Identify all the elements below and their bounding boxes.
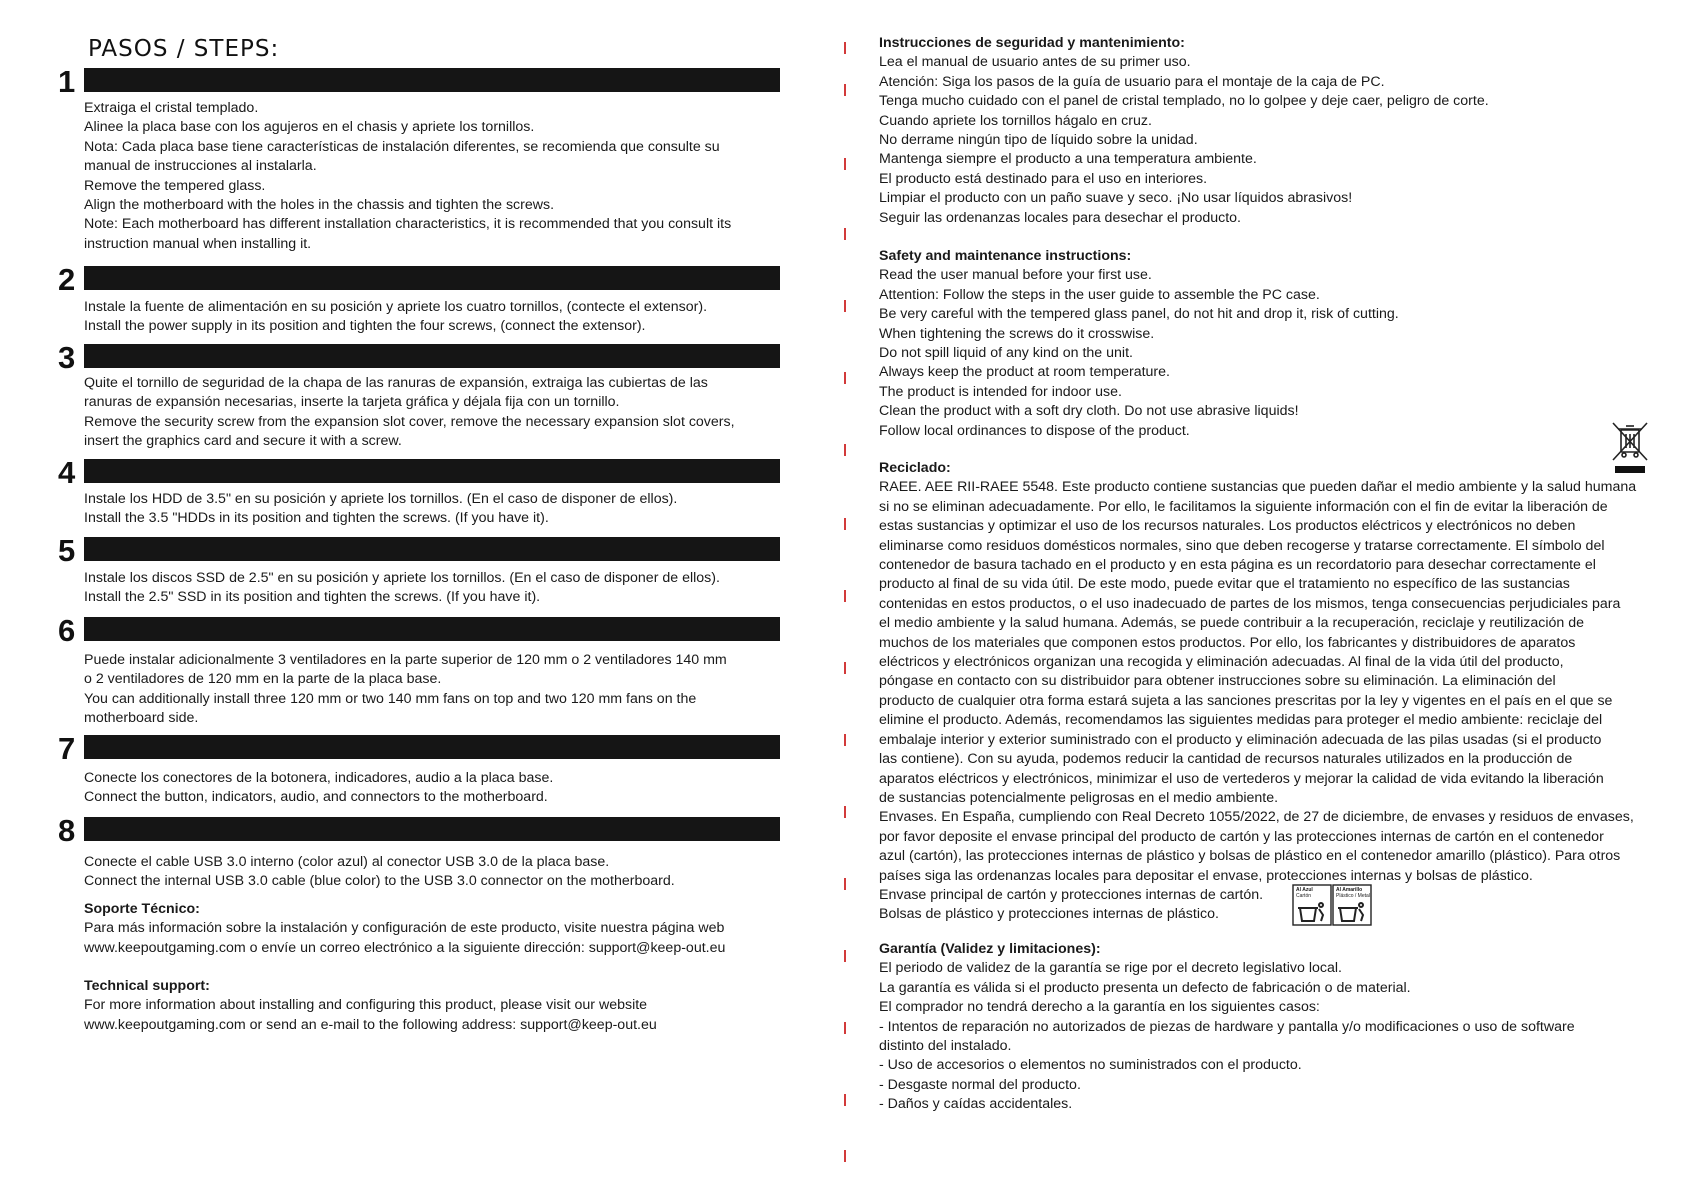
text-line: - Daños y caídas accidentales. xyxy=(879,1096,1073,1113)
text-line: contenedor de basura tachado en el producto y en esta página es un recordatorio para desechar correctamente el xyxy=(879,557,1596,574)
fold-line-dash xyxy=(844,878,846,890)
text-line: Follow local ordinances to dispose of the product. xyxy=(879,422,1190,439)
text-line: insert the graphics card and secure it with a screw. xyxy=(84,433,402,450)
bin-label: Al Amarillo xyxy=(1336,887,1363,893)
text-line: ranuras de expansión necesarias, inserte la tarjeta gráfica y déjala fija con un tornillo. xyxy=(84,394,620,411)
step-4-text xyxy=(84,490,784,529)
text-line: - Intentos de reparación no autorizados de piezas de hardware y pantalla y/o modificaciones o uso de software xyxy=(879,1018,1575,1035)
step-number: 8 xyxy=(58,813,76,848)
text-line: Bolsas de plástico y protecciones internas de plástico. xyxy=(879,906,1219,923)
fold-line-dash xyxy=(844,158,846,170)
fold-line-dash xyxy=(844,228,846,240)
support-en-heading: Technical support: xyxy=(84,978,210,994)
fold-line-dash xyxy=(844,444,846,456)
text-line: producto al final de su vida útil. De este modo, puede evitar que el tratamiento no específico de las sustancias xyxy=(879,576,1570,593)
text-line: estas sustancias y optimizar el uso de los recursos naturales. Los productos eléctricos y electrónicos no deben xyxy=(879,518,1576,535)
text-line: Note: Each motherboard has different installation characteristics, it is recommended that you consult its xyxy=(84,216,732,233)
text-line: El producto está destinado para el uso en interiores. xyxy=(879,170,1208,187)
fold-line-dash xyxy=(844,300,846,312)
text-line: Instale la fuente de alimentación en su posición y apriete los cuatro tornillos, (contecte el extensor). xyxy=(84,299,708,315)
step-1-text xyxy=(84,99,784,254)
step-bar xyxy=(84,617,780,641)
text-line: eléctricos y electrónicos organizan una recogida y eliminación adecuadas. Al final de la vida útil del producto, xyxy=(879,654,1564,671)
text-line: Install the power supply in its position and tighten the four screws, (connect the extensor). xyxy=(84,318,646,335)
text-line: eliminarse como residuos domésticos normales, sino que deben recogerse y tratarse correctamente. El símbolo del xyxy=(879,537,1605,554)
text-line: Extraiga el cristal templado. xyxy=(84,100,259,116)
safety-en-section xyxy=(879,247,1659,441)
text-line: instruction manual when installing it. xyxy=(84,235,312,252)
step-number: 5 xyxy=(58,533,76,568)
text-line: Lea el manual de usuario antes de su primer uso. xyxy=(879,54,1191,71)
safety-es-heading: Instrucciones de seguridad y mantenimiento: xyxy=(879,35,1185,51)
text-line: RAEE. AEE RII-RAEE 5548. Este producto contiene sustancias que pueden dañar el medio ambiente y la salud humana xyxy=(879,479,1637,496)
text-line: motherboard side. xyxy=(84,710,199,727)
text-line: Tenga mucho cuidado con el panel de cristal templado, no lo golpee y deje caer, peligro de corte. xyxy=(879,93,1489,110)
step-bar xyxy=(84,344,780,368)
fold-line-dash xyxy=(844,662,846,674)
step-6-text xyxy=(84,651,784,729)
text-line: azul (cartón), las protecciones internas de plástico y bolsas de plástico en el contenedor amarillo (plástico). Para otros xyxy=(879,848,1621,865)
crossed-out-bin-icon xyxy=(1610,420,1650,476)
text-line: Atención: Siga los pasos de la guía de usuario para el montaje de la caja de PC. xyxy=(879,73,1385,90)
warranty-heading: Garantía (Validez y limitaciones): xyxy=(879,941,1101,957)
safety-en-heading: Safety and maintenance instructions: xyxy=(879,248,1132,264)
fold-line-dash xyxy=(844,1150,846,1162)
step-bar xyxy=(84,68,780,92)
fold-line-dash xyxy=(844,1022,846,1034)
text-line: aparatos eléctricos y electrónicos, minimizar el uso de vertederos y mejorar la calidad de vida evitando la liberación xyxy=(879,770,1604,787)
text-line: de sustancias potencialmente peligrosas en el medio ambiente. xyxy=(879,789,1279,806)
text-line: manual de instrucciones al instalarla. xyxy=(84,158,317,175)
fold-line-dash xyxy=(844,590,846,602)
text-line: Install the 3.5 "HDDs in its position and tighten the screws. (If you have it). xyxy=(84,510,549,527)
text-line: Do not spill liquid of any kind on the unit. xyxy=(879,345,1133,362)
text-line: Para más información sobre la instalación y configuración de este producto, visite nuestra página web xyxy=(84,920,725,937)
step-3-text xyxy=(84,374,784,452)
text-line: - Desgaste normal del producto. xyxy=(879,1076,1081,1093)
text-line: El comprador no tendrá derecho a la garantía en los siguientes casos: xyxy=(879,999,1320,1016)
text-line: Remove the security screw from the expansion slot cover, remove the necessary expansion slot covers, xyxy=(84,413,735,430)
text-line: Attention: Follow the steps in the user guide to assemble the PC case. xyxy=(879,286,1320,303)
step-number: 3 xyxy=(58,340,76,375)
text-line: contenidas en estos productos, o el uso inadecuado de partes de los mismos, tenga consecuencias perjudiciales para xyxy=(879,595,1621,612)
text-line: el medio ambiente y la salud humana. Además, se puede contribuir a la recuperación, reciclaje y reutilización de xyxy=(879,615,1585,632)
text-line: For more information about installing and configuring this product, please visit our website xyxy=(84,997,648,1014)
text-line: Align the motherboard with the holes in the chassis and tighten the screws. xyxy=(84,197,555,214)
step-bar xyxy=(84,817,780,841)
bin-label: Cartón xyxy=(1296,893,1312,899)
text-line: Conecte los conectores de la botonera, indicadores, audio a la placa base. xyxy=(84,770,554,786)
text-line: póngase en contacto con su distribuidor para obtener instrucciones sobre su eliminación. La eliminación del xyxy=(879,673,1556,690)
text-line: Clean the product with a soft dry cloth. Do not use abrasive liquids! xyxy=(879,403,1299,420)
fold-line-dash xyxy=(844,806,846,818)
text-line: Conecte el cable USB 3.0 interno (color azul) al conector USB 3.0 de la placa base. xyxy=(84,854,610,870)
recycling-section xyxy=(879,459,1659,925)
text-line: www.keepoutgaming.com or send an e-mail to the following address: support@keep-out.eu xyxy=(84,1016,657,1033)
recycling-heading: Reciclado: xyxy=(879,460,951,476)
step-bar xyxy=(84,266,780,290)
text-line: Connect the internal USB 3.0 cable (blue color) to the USB 3.0 connector on the motherboard. xyxy=(84,873,675,890)
text-line: The product is intended for indoor use. xyxy=(879,383,1122,400)
fold-line-dash xyxy=(844,734,846,746)
step-8-text xyxy=(84,853,784,892)
text-line: embalaje interior y exterior suministrado con el producto y eliminación adecuada de las pilas usadas (si el producto xyxy=(879,731,1602,748)
text-line: Remove the tempered glass. xyxy=(84,177,266,194)
text-line: Cuando apriete los tornillos hágalo en cruz. xyxy=(879,112,1152,129)
text-line: You can additionally install three 120 mm or two 140 mm fans on top and two 120 mm fans on the xyxy=(84,690,697,707)
text-line: El periodo de validez de la garantía se rige por el decreto legislativo local. xyxy=(879,960,1342,977)
step-5-text xyxy=(84,569,784,608)
support-es-heading: Soporte Técnico: xyxy=(84,901,200,917)
fold-line-dash xyxy=(844,518,846,530)
text-line: distinto del instalado. xyxy=(879,1038,1012,1055)
step-number: 7 xyxy=(58,731,76,766)
fold-line-dash xyxy=(844,1094,846,1106)
text-line: Alinee la placa base con los agujeros en el chasis y apriete los tornillos. xyxy=(84,119,535,136)
step-number: 2 xyxy=(58,262,76,297)
step-7-text xyxy=(84,769,784,808)
text-line: Instale los discos SSD de 2.5" en su posición y apriete los tornillos. (En el caso de disponer de ellos). xyxy=(84,570,720,586)
text-line: Be very careful with the tempered glass panel, do not hit and drop it, risk of cutting. xyxy=(879,306,1399,323)
step-bar xyxy=(84,735,780,759)
text-line: Instale los HDD de 3.5" en su posición y apriete los tornillos. (En el caso de disponer de ellos). xyxy=(84,491,678,507)
fold-line-dash xyxy=(844,84,846,96)
text-line: Always keep the product at room temperature. xyxy=(879,364,1170,381)
text-line: países siga las ordenanzas locales para depositar el envase, protecciones internas y bolsas de plástico. xyxy=(879,867,1533,884)
text-line: Nota: Cada placa base tiene características de instalación diferentes, se recomienda que consulte su xyxy=(84,138,720,155)
text-line: Read the user manual before your first use. xyxy=(879,267,1152,284)
text-line: elimine el producto. Además, recomendamos las siguientes medidas para proteger el medio ambiente: reciclaje del xyxy=(879,712,1603,729)
text-line: Mantenga siempre el producto a una temperatura ambiente. xyxy=(879,151,1257,168)
step-number: 4 xyxy=(58,455,76,490)
text-line: Install the 2.5" SSD in its position and tighten the screws. (If you have it). xyxy=(84,589,541,606)
text-line: Quite el tornillo de seguridad de la chapa de las ranuras de expansión, extraiga las cubiertas de las xyxy=(84,375,708,391)
step-number: 1 xyxy=(58,64,76,99)
text-line: - Uso de accesorios o elementos no suministrados con el producto. xyxy=(879,1057,1302,1074)
step-bar xyxy=(84,537,780,561)
support-en-section xyxy=(84,977,784,1035)
step-number: 6 xyxy=(58,613,76,648)
safety-es-section xyxy=(879,34,1659,228)
step-bar xyxy=(84,459,780,483)
text-line: Connect the button, indicators, audio, and connectors to the motherboard. xyxy=(84,789,548,806)
packaging-bin-icons xyxy=(1292,884,1372,926)
step-2-text xyxy=(84,298,784,337)
text-line: si no se eliminan adecuadamente. Por ello, le facilitamos la siguiente información con el fin de evitar la liberación de xyxy=(879,498,1608,515)
text-line: producto de cualquier otra forma estará sujeta a las sanciones prescritas por la ley y vigentes en el país en el que se xyxy=(879,692,1613,709)
bin-label: Plástico / Metal xyxy=(1336,893,1370,899)
text-line: www.keepoutgaming.com o envíe un correo electrónico a la siguiente dirección: support@keep-out.eu xyxy=(84,939,726,956)
text-line: muchos de los materiales que componen estos productos. Por ello, los fabricantes y distribuidores de aparatos xyxy=(879,634,1576,651)
fold-line-dash xyxy=(844,372,846,384)
text-line: o 2 ventiladores de 120 mm en la parte de la placa base. xyxy=(84,671,442,688)
text-line: La garantía es válida si el producto presenta un defecto de fabricación o de material. xyxy=(879,979,1411,996)
support-es-section xyxy=(84,900,784,958)
text-line: Puede instalar adicionalmente 3 ventiladores en la parte superior de 120 mm o 2 ventiladores 140 mm xyxy=(84,652,727,668)
fold-line-dash xyxy=(844,950,846,962)
text-line: No derrame ningún tipo de líquido sobre la unidad. xyxy=(879,132,1198,149)
text-line: por favor deposite el envase principal del producto de cartón y las protecciones internas de cartón en el contenedor xyxy=(879,828,1604,845)
text-line: Seguir las ordenanzas locales para desechar el producto. xyxy=(879,209,1242,226)
text-line: las contiene). Con su ayuda, podemos reducir la cantidad de recursos naturales utilizados en la producción de xyxy=(879,751,1573,768)
bin-label: Al Azul xyxy=(1296,887,1313,893)
page-title: PASOS / STEPS: xyxy=(88,36,280,62)
warranty-section xyxy=(879,940,1659,1115)
text-line: When tightening the screws do it crosswise. xyxy=(879,325,1155,342)
fold-line-dash xyxy=(844,42,846,54)
text-line: Envases. En España, cumpliendo con Real Decreto 1055/2022, de 27 de diciembre, de envases y residuos de envases, xyxy=(879,809,1634,826)
text-line: Limpiar el producto con un paño suave y seco. ¡No usar líquidos abrasivos! xyxy=(879,190,1353,207)
text-line: Envase principal de cartón y protecciones internas de cartón. xyxy=(879,886,1264,903)
